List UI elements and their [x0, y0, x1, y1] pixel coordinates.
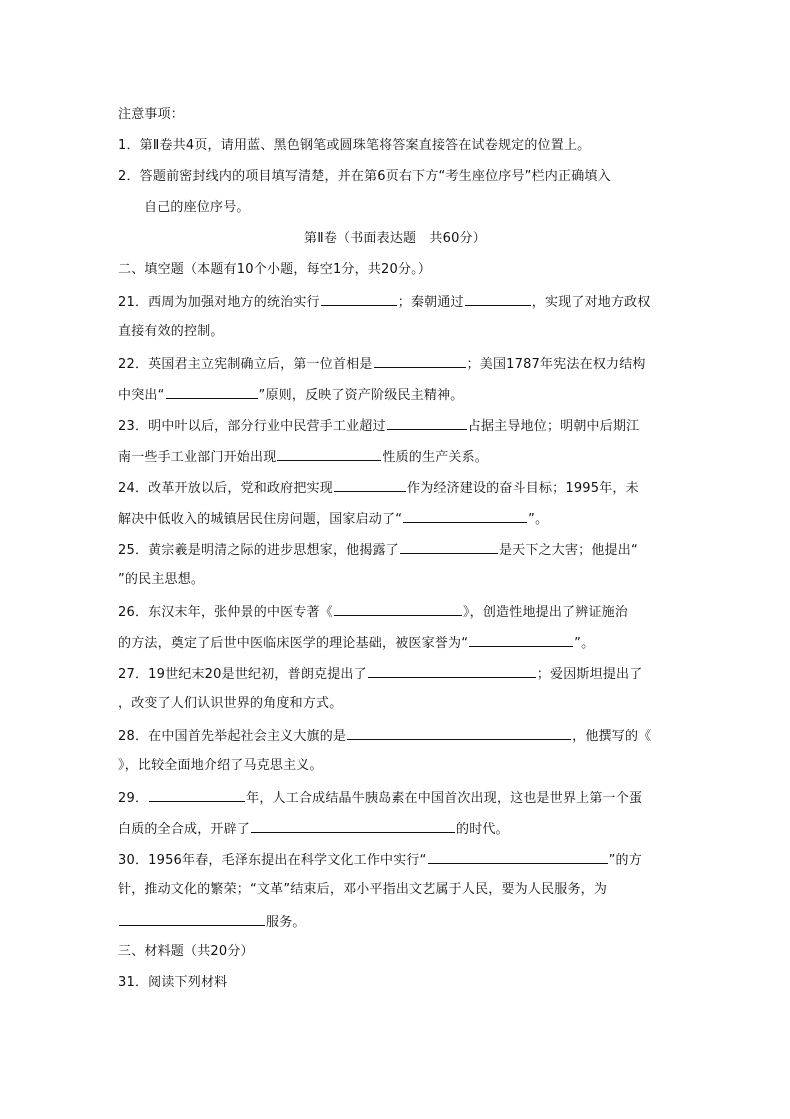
question-30-cont-2 [118, 911, 306, 933]
q23-text-d: 性质的生产关系。 [382, 450, 489, 465]
question-25 [118, 539, 638, 561]
question-28 [118, 725, 651, 747]
q21-text-b: ；秦朝通过 [397, 295, 464, 310]
question-30 [118, 849, 642, 871]
q30-text-b: ”的方 [608, 853, 642, 868]
q26-text-c: 的方法，奠定了后世中医临床医学的理论基础，被医家誉为“ [118, 636, 469, 651]
answer-blank[interactable] [469, 632, 573, 647]
answer-blank[interactable] [400, 539, 498, 554]
answer-blank[interactable] [334, 601, 462, 616]
question-24 [118, 477, 639, 499]
q22-text-c: 中突出“ [118, 388, 165, 403]
question-22-cont [118, 384, 463, 406]
q29-text-d: 的时代。 [456, 822, 509, 837]
q30-text-a: 30．1956年春，毛泽东提出在科学文化工作中实行“ [118, 853, 427, 868]
q29-text-b: 年，人工合成结晶牛胰岛素在中国首次出现，这也是世界上第一个蛋 [246, 791, 643, 806]
q24-text-b: 作为经济建设的奋斗目标；1995年，未 [406, 481, 639, 496]
q21-text-c: ，实现了对地方政权 [531, 295, 651, 310]
question-22 [118, 353, 646, 375]
volume-title: 第Ⅱ卷（书面表达题 共60分） [304, 231, 486, 246]
q25-text-a: 25．黄宗羲是明清之际的进步思想家，他揭露了 [118, 543, 399, 558]
answer-blank[interactable] [428, 849, 608, 864]
q26-text-b: 》，创造性地提出了辨证施治 [462, 605, 629, 620]
answer-blank[interactable] [166, 384, 258, 399]
question-21-cont: 直接有效的控制。 [118, 324, 224, 339]
answer-blank[interactable] [368, 663, 536, 678]
question-30-cont: 针，推动文化的繁荣；“文革”结束后，邓小平指出文艺属于人民，要为人民服务，为 [118, 882, 608, 897]
q29-text-a: 29． [118, 791, 149, 806]
question-25-cont: ”的民主思想。 [118, 572, 205, 587]
notes-heading: 注意事项： [118, 107, 185, 122]
q24-text-d: ”。 [528, 512, 549, 527]
q29-text-c: 白质的全合成，开辟了 [118, 822, 251, 837]
q28-text-a: 28．在中国首先举起社会主义大旗的是 [118, 729, 347, 744]
question-27 [118, 663, 642, 685]
q22-text-a: 22．英国君主立宪制确立后，第一位首相是 [118, 357, 373, 372]
q24-text-a: 24．改革开放以后，党和政府把实现 [118, 481, 333, 496]
notes-item-2-cont: 自己的座位序号。 [144, 200, 250, 215]
q23-text-c: 南一些手工业部门开始出现 [118, 450, 277, 465]
question-29 [118, 787, 642, 809]
question-28-cont: 》，比较全面地介绍了马克思主义。 [118, 758, 323, 773]
q27-text-a: 27．19世纪末20是世纪初，普朗克提出了 [118, 667, 367, 682]
notes-item-2: 2．答题前密封线内的项目填写清楚，并在第6页右下方“考生座位序号”栏内正确填入 [118, 169, 611, 184]
q24-text-c: 解决中低收入的城镇居民住房问题，国家启动了“ [118, 512, 403, 527]
answer-blank[interactable] [119, 911, 265, 926]
answer-blank[interactable] [149, 787, 245, 802]
question-23 [118, 415, 639, 437]
question-26-cont [118, 632, 594, 654]
answer-blank[interactable] [334, 477, 406, 492]
answer-blank[interactable] [321, 291, 397, 306]
q25-text-b: 是天下之大害；他提出“ [498, 543, 638, 558]
q21-text-a: 21．西周为加强对地方的统治实行 [118, 295, 320, 310]
question-26 [118, 601, 628, 623]
q26-text-d: ”。 [574, 636, 595, 651]
answer-blank[interactable] [347, 725, 571, 740]
q27-text-b: ；爱因斯坦提出了 [536, 667, 643, 682]
answer-blank[interactable] [251, 818, 455, 833]
question-31: 31．阅读下列材料 [118, 975, 228, 990]
notes-item-1: 1．第Ⅱ卷共4页，请用蓝、黑色钢笔或圆珠笔将答案直接答在试卷规定的位置上。 [118, 138, 591, 153]
answer-blank[interactable] [387, 415, 467, 430]
section-2-heading: 二、填空题（本题有10个小题，每空1分，共20分。） [118, 262, 432, 277]
answer-blank[interactable] [403, 508, 527, 523]
q22-text-b: ；美国1787年宪法在权力结构 [466, 357, 646, 372]
q23-text-a: 23．明中叶以后，部分行业中民营手工业超过 [118, 419, 386, 434]
answer-blank[interactable] [277, 446, 381, 461]
answer-blank[interactable] [374, 353, 466, 368]
q28-text-b: ，他撰写的《 [572, 729, 652, 744]
q23-text-b: 占据主导地位；明朝中后期江 [467, 419, 640, 434]
question-24-cont [118, 508, 548, 530]
q22-text-d: ”原则，反映了资产阶级民主精神。 [258, 388, 464, 403]
question-23-cont [118, 446, 488, 468]
question-29-cont [118, 818, 509, 840]
q30-text-d: 服务。 [266, 915, 306, 930]
question-21 [118, 291, 651, 313]
q26-text-a: 26．东汉末年，张仲景的中医专著《 [118, 605, 333, 620]
answer-blank[interactable] [465, 291, 531, 306]
section-3-heading: 三、材料题（共20分） [118, 944, 254, 959]
question-27-cont: ，改变了人们认识世界的角度和方式。 [118, 696, 343, 711]
